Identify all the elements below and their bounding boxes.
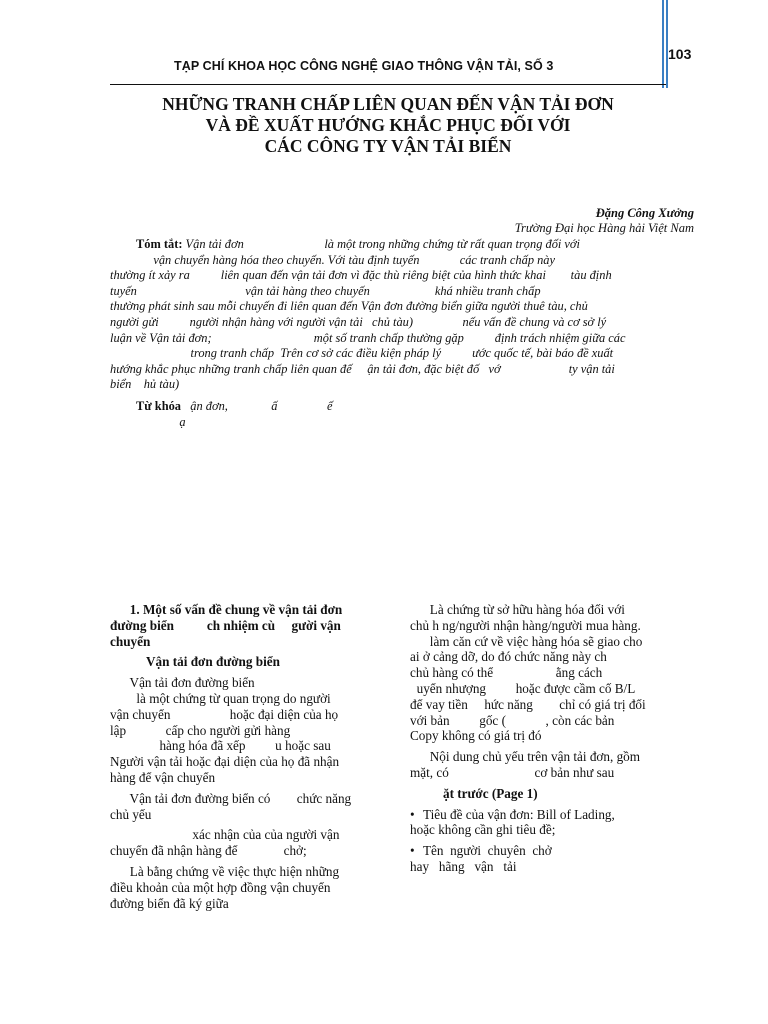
subsection-heading: ặt trước (Page 1) (410, 785, 538, 801)
paragraph-line: uyển nhượng hoặc được cầm cố B/L (410, 680, 636, 696)
paragraph-line: Là chứng từ sở hữu hàng hóa đối với (410, 602, 625, 617)
keywords-label: Từ khóa (136, 399, 181, 413)
paragraph-line: lập cấp cho người gửi hàng (110, 722, 291, 738)
paragraph-line: chủ h ng/người nhận hàng/người mua hàng. (410, 617, 641, 633)
paragraph-line: hàng để vận chuyển (110, 769, 216, 785)
paragraph-line: làm căn cứ về việc hàng hóa sẽ giao cho (410, 633, 643, 649)
bullet-item-line: hoặc không cần ghi tiêu đề; (410, 822, 556, 838)
header-rule (110, 72, 666, 85)
margin-line-right (666, 0, 668, 88)
paragraph-line: chủ hàng có thể ằng cách (410, 665, 603, 681)
paragraph-line: hàng hóa đã xếp u hoặc sau (110, 738, 331, 754)
left-column (110, 602, 394, 911)
author-affiliation: Trường Đại học Hàng hải Việt Nam (514, 221, 694, 235)
paragraph-line: Vận tải đơn đường biển có chức năng (110, 790, 352, 806)
paragraph-line: điều khoản của một hợp đồng vận chuyển (110, 879, 331, 895)
paragraph-line: vận chuyển hoặc đại diện của họ (110, 706, 339, 722)
paragraph-line: chuyển đã nhận hàng để chở; (110, 843, 307, 859)
author-name: Đặng Công Xưởng (595, 206, 694, 220)
right-column (410, 602, 696, 875)
bullet-item-line (410, 807, 696, 823)
section-1-heading: 1. Một số vấn đề chung về vận tải đơn (110, 602, 343, 617)
page-number: 103 (668, 46, 692, 62)
bullet-text: Tiêu đề của vận đơn: Bill of Lading, (416, 806, 615, 822)
abstract-line: thường phát sinh sau mỗi chuyến đi liên quan đến Vận đơn đường biển giữa người thuê tàu, chủ (110, 299, 588, 314)
bullet-item-line (410, 843, 696, 859)
title-line-1: NHỮNG TRANH CHẤP LIÊN QUAN ĐẾN VẬN TẢI ĐƠN (162, 94, 614, 114)
paragraph-line: Nội dung chủ yếu trên vận tải đơn, gồm (410, 749, 641, 765)
abstract-line: biển hủ tàu) (110, 377, 180, 392)
paragraph-line: đường biển đã ký giữa (110, 895, 229, 911)
paragraph-line: Người vận tải hoặc đại diện của họ đã nhận (110, 754, 340, 770)
article-title (110, 94, 666, 157)
paragraph-line: Là bằng chứng về việc thực hiện những (110, 863, 340, 879)
section-1-heading-2: đường biển ch nhiệm cù gười vận (110, 617, 341, 633)
paragraph-line: Copy không có giá trị đó (410, 728, 542, 744)
keywords-text: ận đơn, ấ ế (180, 399, 333, 413)
paragraph-line: xác nhận của của người vận (110, 827, 340, 843)
abstract-label: Tóm tắt: (136, 237, 183, 251)
title-line-2: VÀ ĐỀ XUẤT HƯỚNG KHẮC PHỤC ĐỐI VỚI (205, 115, 571, 135)
abstract-line: vận chuyển hàng hóa theo chuyến. Với tàu định tuyến các tranh chấp này (110, 252, 556, 267)
section-1-heading-3: chuyển (110, 633, 151, 649)
abstract-line: trong tranh chấp Trên cơ sở các điều kiện pháp lý ước quốc tế, bài báo đề xuất (110, 346, 614, 361)
paragraph-line: Vận tải đơn đường biển (110, 675, 255, 691)
abstract-line: người gửi người nhận hàng với người vận tải chủ tàu) nếu vấn đề chung và cơ sở lý (110, 314, 607, 329)
abstract-line: luận về Vận tải đơn; một số tranh chấp thường gặp định trách nhiệm giữa các (110, 330, 626, 345)
bullet-text: Tên người chuyên chở (416, 843, 552, 859)
abstract-line: hướng khắc phục những tranh chấp liên quan đế ận tải đơn, đặc biệt đố vớ ty vận tải (110, 361, 615, 376)
abstract-text: Vận tải đơn là một trong những chứng từ rất quan trọng đối với (182, 237, 580, 251)
abstract-line: tuyến vận tải hàng theo chuyến khá nhiều tranh chấp (110, 283, 541, 298)
keywords (136, 398, 333, 430)
title-line-3: CÁC CÔNG TY VẬN TẢI BIỂN (264, 136, 512, 156)
paragraph-line: ai ở cảng dỡ, do đó chức năng này ch (410, 649, 607, 665)
subsection-heading: Vận tải đơn đường biển (110, 654, 280, 670)
journal-header: TẠP CHÍ KHOA HỌC CÔNG NGHỆ GIAO THÔNG VẬN TẢI, SỐ 3 (174, 59, 554, 73)
paragraph-line: mặt, có cơ bản như sau (410, 764, 615, 780)
paragraph-line: là một chứng từ quan trọng do người (110, 690, 331, 706)
keywords-text-2: ạ (136, 415, 186, 429)
bullet-icon (410, 843, 417, 858)
paragraph-line: để vay tiền hức năng chỉ có giá trị đối (410, 696, 646, 712)
bullet-item-line: hay hãng vận tải (410, 858, 517, 874)
abstract-line: thường ít xảy ra liên quan đến vận tải đơn vì đặc thù riêng biệt của hình thức khai tàu định (110, 268, 612, 283)
bullet-icon (410, 807, 417, 822)
paragraph-line: với bản gốc ( , còn các bản (410, 712, 615, 728)
paragraph-line: chủ yếu (110, 806, 152, 822)
abstract (110, 237, 696, 393)
abstract-line-1 (110, 237, 696, 253)
